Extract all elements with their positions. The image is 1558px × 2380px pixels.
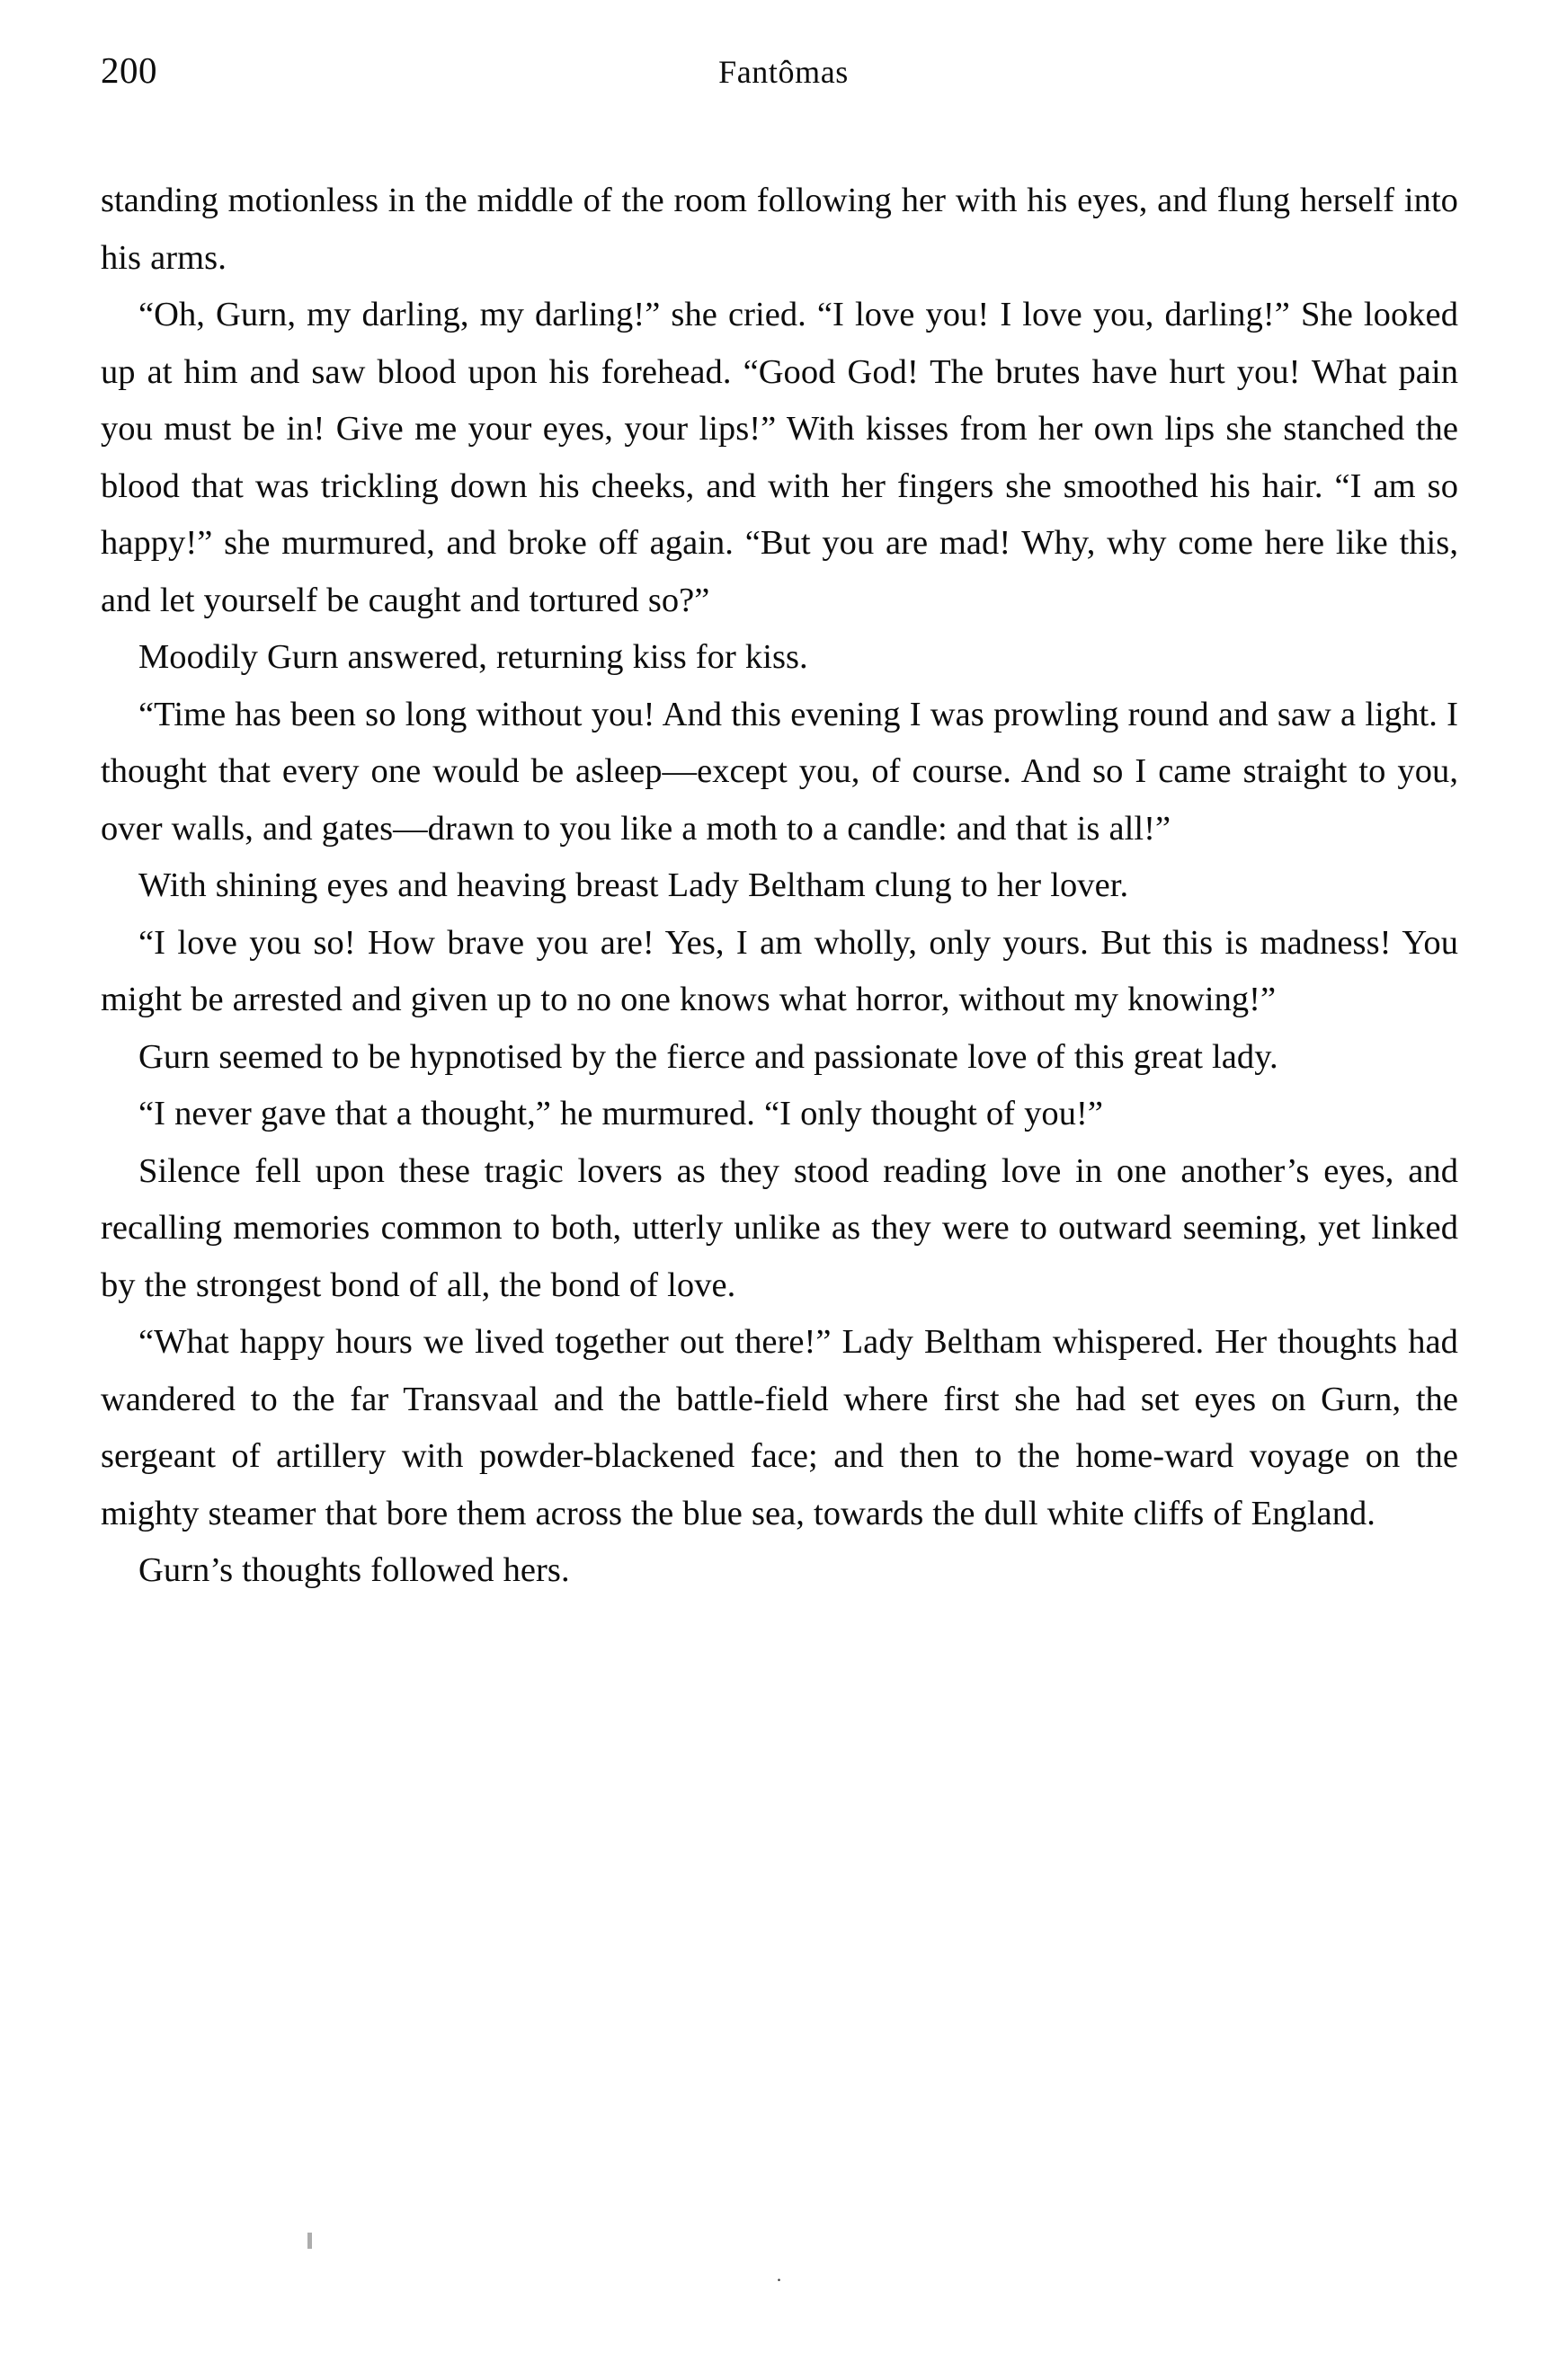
paragraph: “Time has been so long without you! And this evening I was prowling round and saw a light. I thought that every one would be asleep—except you, of course. And so I came straight to you, over walls, and gates—drawn to you like a moth to a candle: and that is all!” (101, 695, 1458, 848)
page-body (101, 173, 1458, 1600)
paragraph: Moodily Gurn answered, returning kiss for kiss. (138, 638, 808, 676)
paragraph: “I never gave that a thought,” he murmured. “I only thought of you!” (138, 1095, 1104, 1132)
paragraph: standing motionless in the middle of the room following her with his eyes, and flung herself into his arms. (101, 182, 1458, 277)
running-title: Fantômas (718, 54, 849, 90)
paragraph: “What happy hours we lived together out there!” Lady Beltham whispered. Her thoughts had wandered to the far Transvaal and the battle-field where first she had set eyes on Gurn, the sergeant of artillery with powder-blackened face; and then to the home-ward voyage on the mighty steamer that bore them across the blue sea, towards the dull white cliffs of England. (101, 1323, 1458, 1532)
page-number: 200 (101, 49, 157, 91)
paragraph: Gurn’s thoughts followed hers. (138, 1551, 570, 1589)
paragraph: “Oh, Gurn, my darling, my darling!” she cried. “I love you! I love you, darling!” She looked up at him and saw blood upon his forehead. “Good God! The brutes have hurt you! What pain you must be in! Give me your eyes, your lips!” With kisses from her own lips she stanched the blood that was trickling down his cheeks, and with her fingers she smoothed his hair. “I am so happy!” she murmured, and broke off again. “But you are mad! Why, why come here like this, and let yourself be caught and tortured so?” (101, 296, 1458, 619)
paragraph: Silence fell upon these tragic lovers as they stood reading love in one another’s eyes, and recalling memories common to both, utterly unlike as they were to outward seeming, yet linked by the strongest bond of all, the bond of love. (101, 1151, 1458, 1304)
page-header (101, 49, 1457, 104)
paragraph: Gurn seemed to be hypnotised by the fierce and passionate love of this great lady. (138, 1037, 1278, 1076)
paragraph: With shining eyes and heaving breast Lady Beltham clung to her lover. (138, 866, 1129, 904)
paragraph: “I love you so! How brave you are! Yes, I am wholly, only yours. But this is madness! You might be arrested and given up to no one knows what horror, without my knowing!” (101, 923, 1458, 1018)
page-speck (307, 2233, 312, 2249)
footer-mark: . (776, 2263, 782, 2286)
